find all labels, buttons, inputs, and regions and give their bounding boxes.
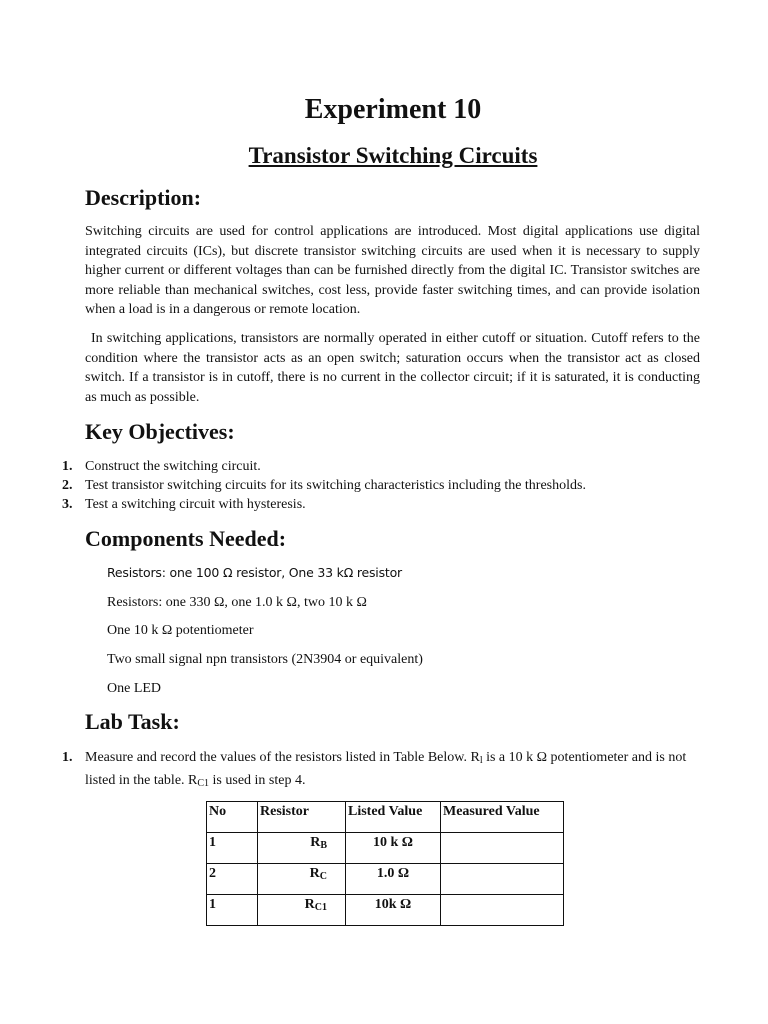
component-item: One LED [107,681,162,696]
cell-no: 2 [207,864,258,895]
objectives-heading: Key Objectives: [85,419,235,444]
table-row [207,895,564,926]
components-heading: Components Needed: [85,526,287,551]
list-text: Construct the switching circuit. [85,459,261,474]
cell-measured[interactable] [441,833,564,864]
list-number: 3. [62,497,73,512]
description-paragraph-2: In switching applications, transistors are normally operated in either cutoff or situation. Cutoff refers to the condition where the transistor acts as an open switch; saturation occurs when the transistor act as closed switch. If a transistor is in cutoff, there is no current in the collector circuit; if it is saturated, it is conducting as much as possible. [85,331,700,405]
lab-task-heading: Lab Task: [85,709,180,734]
cell-listed: 1.0 Ω [346,864,441,895]
component-item: Resistors: one 330 Ω, one 1.0 k Ω, two 10 k Ω [107,595,367,610]
description-paragraph-1: Switching circuits are used for control applications are introduced. Most digital applications use digital integrated circuits (ICs), but discrete transistor switching circuits are used when it is necessary to supply higher current or different voltages than can be furnished directly from the digital IC. Transistor switches are more reliable than mechanical switches, cost less, provide faster switching times, and can provide isolation when a load is in a dangerous or remote location. [85,224,700,317]
page-title: Experiment 10 [304,94,482,125]
table-row [207,833,564,864]
list-item [0,457,700,476]
list-number: 2. [62,478,73,493]
cell-resistor: $R_B$ [258,833,346,864]
cell-listed: 10k Ω [346,895,441,926]
cell-listed: 10 k Ω [346,833,441,864]
component-item: Two small signal npn transistors (2N3904 or equivalent) [107,652,423,667]
description-heading: Description: [85,185,202,210]
cell-resistor: $R_C$ [258,864,346,895]
objectives-list [0,457,700,514]
column-header: Resistor [258,802,346,833]
cell-no: 1 [207,833,258,864]
cell-measured[interactable] [441,864,564,895]
column-header: No [207,802,258,833]
table-header-row [207,802,564,833]
component-item: Resistors: one 100 Ω resistor, One 33 kΩ resistor [107,565,402,580]
list-item [0,495,700,514]
table-row [207,864,564,895]
component-item: One 10 k Ω potentiometer [107,623,254,638]
page-subtitle: Transistor Switching Circuits [248,143,538,168]
list-item [0,476,700,495]
cell-no: 1 [207,895,258,926]
list-text: Test a switching circuit with hysteresis. [85,497,306,512]
list-number: 1. [62,459,73,474]
list-text: Test transistor switching circuits for its switching characteristics including the thresholds. [85,478,586,493]
resistor-table [206,801,564,926]
column-header: Listed Value [346,802,441,833]
cell-resistor: $R_{C1}$ [258,895,346,926]
cell-measured[interactable] [441,895,564,926]
column-header: Measured Value [441,802,564,833]
step-number: 1. [62,750,73,765]
step-text: Measure and record the values of the resistors listed in Table Below. $R_l$ is a 10 k Ω potentiometer and is not listed in the table. $R_{C1}$ is used in step 4. [85,750,687,789]
